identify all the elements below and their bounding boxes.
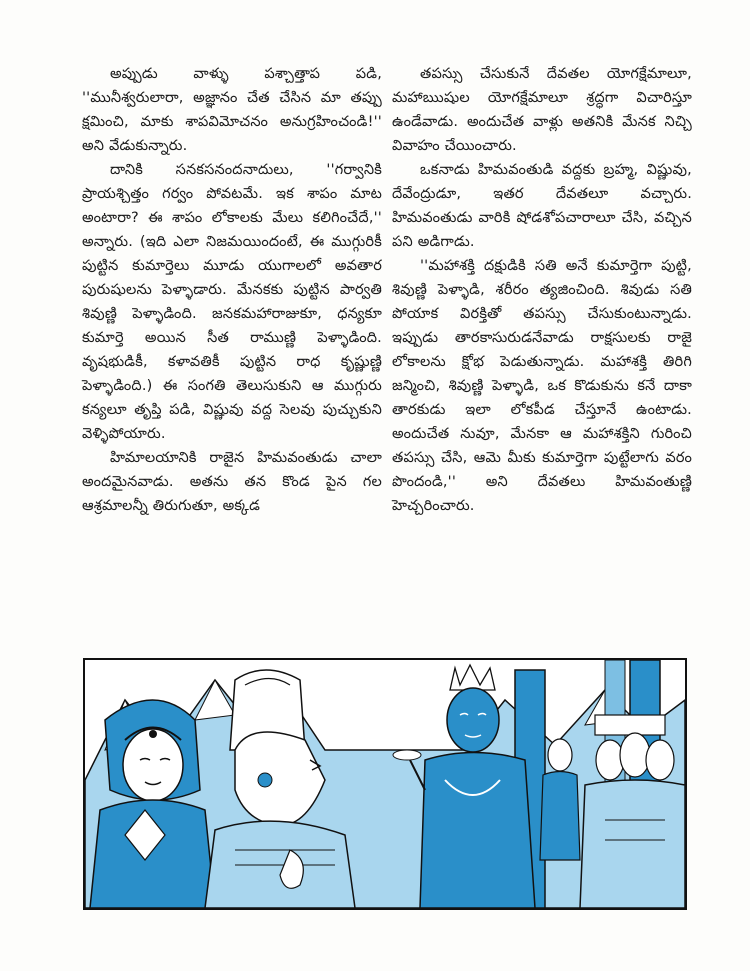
left-paragraph-2: దానికి సనకసనందనాదులు, ''గర్వానికి ప్రాయశ్చిత్తం గర్వం పోవటమే. ఇక శాపం మాట అంటారా? ఈ శాపం లోకాలకు మేలు కలిగించేదే,'' అన్నారు. (ఇది ఎలా నిజమయిందంటే, ఈ ముగ్గురికీ పుట్టిన కుమార్తెలు మూడు యుగాలలో అవతార పురుషులను పెళ్ళాడారు. మేనకకు పుట్టిన పార్వతి శివుణ్ణి పెళ్ళాడింది. జనకమహారాజుకూ, ధన్యకూ కుమార్తె అయిన సీత రాముణ్ణి పెళ్ళాడింది. వృషభుడికీ, కళావతికీ పుట్టిన రాధ కృష్ణుణ్ణి పెళ్ళాడింది.) ఈ సంగతి తెలుసుకుని ఆ ముగ్గురు కన్యలూ తృప్తి పడి, విష్ణువు వద్ద సెలవు పుచ్చుకుని వెళ్ళిపోయారు. bbox=[82, 162, 382, 442]
right-paragraph-2: ఒకనాడు హిమవంతుడి వద్దకు బ్రహ్మ, విష్ణువు, దేవేంద్రుడూ, ఇతర దేవతలూ వచ్చారు. హిమవంతుడు వారికి షోడశోపచారాలూ చేసి, వచ్చిన పని అడిగాడు. bbox=[392, 162, 692, 250]
left-paragraph-1: అప్పుడు వాళ్ళు పశ్చాత్తాప పడి, ''మునీశ్వరులారా, అజ్ఞానం చేత చేసిన మా తప్పు క్షమించి, మాకు శాపవిమోచనం అనుగ్రహించండి!'' అని వేడుకున్నారు. bbox=[82, 66, 382, 154]
story-illustration bbox=[83, 658, 687, 910]
left-text-column bbox=[82, 62, 382, 518]
left-paragraph-3: హిమాలయానికి రాజైన హిమవంతుడు చాలా అందమైనవాడు. అతను తన కొండ పైన గల ఆశ్రమాలన్నీ తిరుగుతూ, అక్కడ bbox=[82, 450, 382, 514]
right-paragraph-3: ''మహాశక్తి దక్షుడికి సతి అనే కుమార్తెగా పుట్టి, శివుణ్ణి పెళ్ళాడి, శరీరం త్యజించింది. శివుడు సతి పోయాక విరక్తితో తపస్సు చేసుకుంటున్నాడు. ఇప్పుడు తారకాసురుడనేవాడు రాక్షసులకు రాజై లోకాలను క్షోభ పెడుతున్నాడు. మహాశక్తి తిరిగి జన్మించి, శివుణ్ణి పెళ్ళాడి, ఒక కొడుకును కనే దాకా తారకుడు ఇలా లోకపీడ చేస్తూనే ఉంటాడు. అందుచేత నువూ, మేనకా ఆ మహాశక్తిని గురించి తపస్సు చేసి, ఆమె మీకు కుమార్తెగా పుట్టేలాగు వరం పొందండి,'' అని దేవతలు హిమవంతుణ్ణి హెచ్చరించారు. bbox=[392, 258, 692, 514]
right-paragraph-1: తపస్సు చేసుకునే దేవతల యోగక్షేమాలూ, మహాఋషుల యోగక్షేమాలూ శ్రద్ధగా విచారిస్తూ ఉండేవాడు. అందుచేత వాళ్లు అతనికి మేనక నిచ్చి వివాహం చేయించారు. bbox=[392, 66, 692, 154]
right-text-column bbox=[392, 62, 692, 518]
illustration-drawing bbox=[85, 660, 685, 908]
